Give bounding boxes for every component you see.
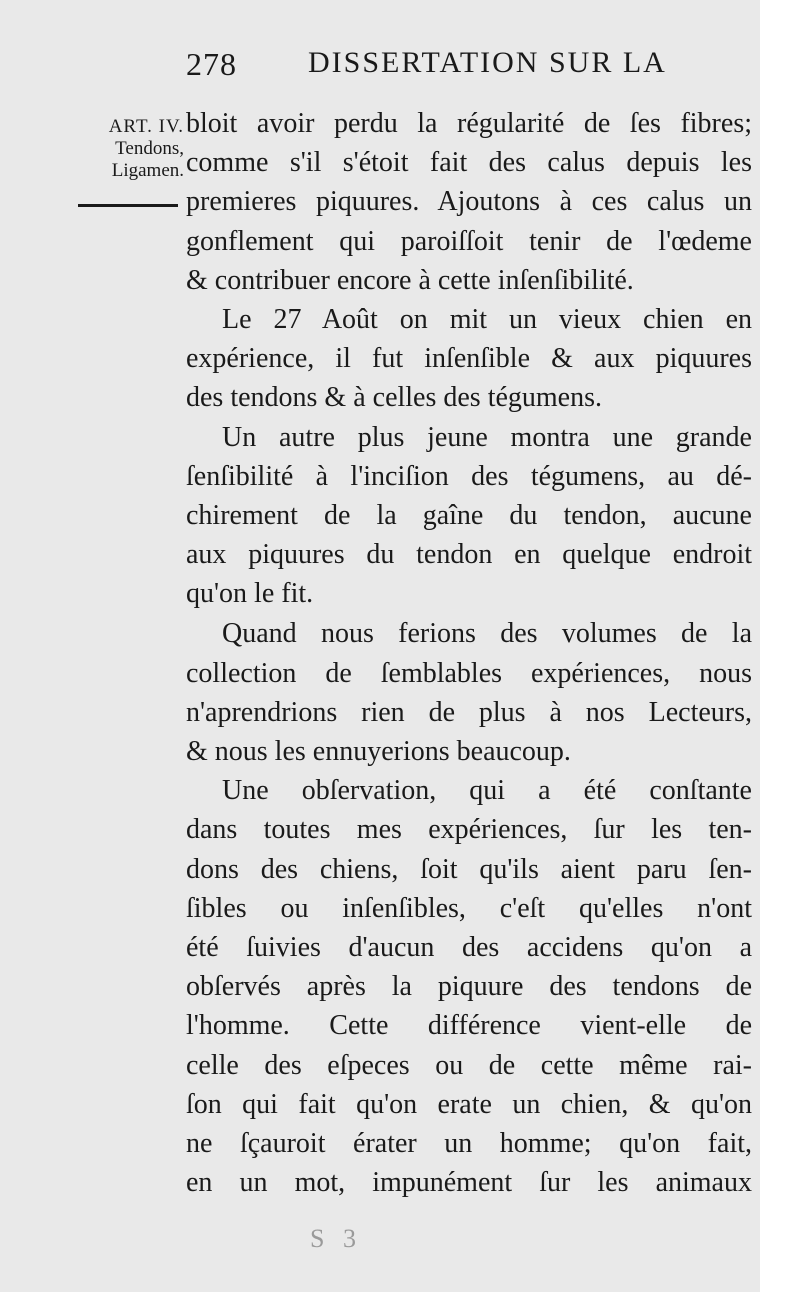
text-line: ſon qui fait qu'on erate un chien, & qu'on [186, 1088, 752, 1120]
text-line: Une obſervation, qui a été conſtante [222, 775, 752, 807]
text-line: qu'on le fit. [186, 578, 314, 610]
margin-note-line-1: Tendons, [115, 138, 184, 159]
margin-note [78, 116, 184, 182]
body-text [186, 104, 752, 1202]
text-line: comme s'il s'étoit fait des calus depuis les [186, 147, 752, 179]
page-edge [760, 0, 780, 1292]
text-line: ſenſibilité à l'inciſion des tégumens, au dé- [186, 460, 752, 492]
page-header [186, 46, 746, 86]
text-line: ſibles ou inſenſibles, c'eſt qu'elles n'ont [186, 892, 752, 924]
text-line: expérience, il fut inſenſible & aux piquures [186, 343, 752, 375]
text-line: dans toutes mes expériences, ſur les ten- [186, 814, 752, 846]
text-line: obſervés après la piquure des tendons de [186, 971, 752, 1003]
text-line: dons des chiens, ſoit qu'ils aient paru ſen- [186, 853, 752, 885]
text-line: Quand nous ferions des volumes de la [222, 618, 752, 650]
text-line: n'aprendrions rien de plus à nos Lecteurs, [186, 696, 752, 728]
text-line: aux piquures du tendon en quelque endroit [186, 539, 752, 571]
margin-note-article: ART. IV. [108, 116, 184, 137]
text-line: en un mot, impunément ſur les animaux [186, 1167, 752, 1199]
text-line: celle des eſpeces ou de cette même rai- [186, 1049, 752, 1081]
text-line: l'homme. Cette différence vient-elle de [186, 1010, 752, 1042]
text-line: bloit avoir perdu la régularité de ſes fibres; [186, 108, 752, 139]
text-line: des tendons & à celles des tégumens. [186, 382, 603, 414]
page-number: 278 [186, 46, 237, 82]
margin-rule [78, 204, 178, 207]
text-line: Le 27 Août on mit un vieux chien en [222, 303, 752, 335]
running-title: DISSERTATION SUR LA [308, 46, 667, 79]
text-line: collection de ſemblables expériences, nous [186, 657, 752, 689]
text-line: été ſuivies d'aucun des accidens qu'on a [186, 931, 752, 963]
text-line: & nous les ennuyerions beaucoup. [186, 736, 571, 767]
text-line: Un autre plus jeune montra une grande [222, 421, 752, 453]
margin-note-line-2: Ligamen. [111, 160, 184, 181]
signature-mark: S 3 [310, 1224, 362, 1253]
text-line: ne ſçauroit érater un homme; qu'on fait, [186, 1127, 752, 1159]
text-line: premieres piquures. Ajoutons à ces calus un [186, 186, 752, 218]
text-line: & contribuer encore à cette inſenſibilité. [186, 264, 634, 296]
text-line: chirement de la gaîne du tendon, aucune [186, 499, 752, 531]
text-line: gonflement qui paroiſſoit tenir de l'œdeme [186, 225, 752, 257]
